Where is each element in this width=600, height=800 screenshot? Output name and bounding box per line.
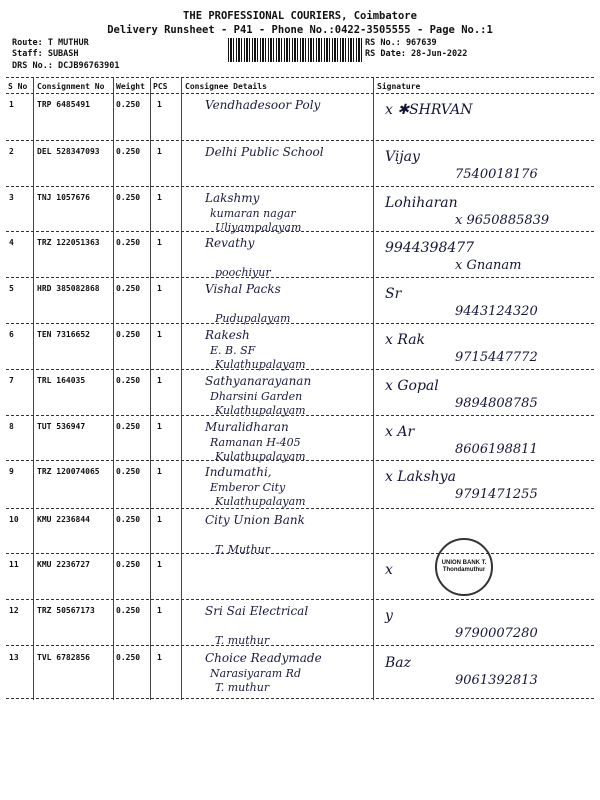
row-pcs: 1: [157, 515, 162, 524]
row-pcs: 1: [157, 560, 162, 569]
row-divider: [6, 415, 594, 416]
row-weight: 0.250: [116, 330, 141, 339]
row-consignment-no: TEN 7316652: [37, 330, 90, 339]
col-sno: S No: [8, 82, 28, 91]
row-consignment-no: TRZ 50567173: [37, 606, 95, 615]
row-pcs: 1: [157, 330, 162, 339]
row-weight: 0.250: [116, 376, 141, 385]
row-weight: 0.250: [116, 653, 141, 662]
row-consignee-line1: Lakshmy: [205, 191, 260, 205]
row-consignee-line3: T. muthur: [215, 681, 270, 694]
row-consignment-no: TNJ 1057676: [37, 193, 90, 202]
row-signature: x Rak: [385, 332, 426, 348]
row-signature-phone: x Gnanam: [455, 258, 522, 273]
row-consignee-line1: Choice Readymade: [205, 651, 322, 665]
row-signature-phone: 7540018176: [455, 167, 538, 182]
staff-label: Staff: SUBASH: [12, 49, 79, 59]
row-signature: x Lakshya: [385, 469, 456, 485]
row-sno: 2: [9, 147, 14, 156]
row-signature: x Ar: [385, 424, 415, 440]
row-signature: 9944398477: [385, 240, 475, 256]
row-signature: Baz: [385, 655, 412, 671]
row-consignment-no: TVL 6782856: [37, 653, 90, 662]
row-signature-phone: 9061392813: [455, 673, 538, 688]
row-consignee-line3: Kulathupalayam: [215, 450, 306, 463]
row-consignee-line1: Rakesh: [205, 328, 250, 342]
row-sno: 11: [9, 560, 19, 569]
row-divider: [6, 277, 594, 278]
row-consignment-no: TRL 164035: [37, 376, 86, 385]
row-sno: 7: [9, 376, 14, 385]
row-consignment-no: TUT 536947: [37, 422, 86, 431]
row-consignee-line3: Kulathupalayam: [215, 358, 306, 371]
row-signature: Vijay: [385, 149, 420, 165]
row-weight: 0.250: [116, 467, 141, 476]
row-consignee-line3: poochiyur: [215, 266, 271, 279]
row-consignee-line2: Ramanan H-405: [210, 436, 301, 449]
row-pcs: 1: [157, 467, 162, 476]
row-consignment-no: TRP 6485491: [37, 100, 90, 109]
row-consignee-line2: kumaran nagar: [210, 207, 296, 220]
row-divider: [6, 508, 594, 509]
col-signature: Signature: [377, 82, 421, 91]
row-sno: 4: [9, 238, 14, 247]
row-consignment-no: DEL 528347093: [37, 147, 100, 156]
row-signature-phone: 9715447772: [455, 350, 538, 365]
row-sno: 13: [9, 653, 19, 662]
row-pcs: 1: [157, 147, 162, 156]
row-consignment-no: KMU 2236844: [37, 515, 90, 524]
row-signature-phone: 9894808785: [455, 396, 538, 411]
row-signature-phone: 9791471255: [455, 487, 538, 502]
row-pcs: 1: [157, 422, 162, 431]
row-signature-phone: 9790007280: [455, 626, 538, 641]
row-consignee-line1: Vishal Packs: [205, 282, 281, 296]
row-pcs: 1: [157, 653, 162, 662]
row-sno: 8: [9, 422, 14, 431]
drs-number: DRS No.: DCJB96763901: [12, 61, 120, 71]
row-consignee-line3: Kulathupalayam: [215, 495, 306, 508]
row-divider: [6, 599, 594, 600]
row-sno: 5: [9, 284, 14, 293]
col-consignment: Consignment No: [37, 82, 105, 91]
bank-stamp: [435, 538, 493, 596]
row-signature: x: [385, 562, 393, 578]
row-sno: 9: [9, 467, 14, 476]
row-consignee-line1: Delhi Public School: [205, 145, 324, 159]
col-consignee: Consignee Details: [185, 82, 267, 91]
row-consignee-line3: T. Muthur: [215, 543, 270, 556]
row-consignee-line3: Kulathupalayam: [215, 404, 306, 417]
row-consignee-line1: Revathy: [205, 236, 255, 250]
row-weight: 0.250: [116, 193, 141, 202]
runsheet-title: Delivery Runsheet - P41 - Phone No.:0422-3505555 - Page No.:1: [107, 24, 493, 36]
company-title: THE PROFESSIONAL COURIERS, Coimbatore: [183, 10, 417, 22]
row-divider: [6, 698, 594, 699]
row-signature: x Gopal: [385, 378, 439, 394]
row-weight: 0.250: [116, 147, 141, 156]
row-signature: Sr: [385, 286, 402, 302]
stamp-text: UNION BANK T. Thondamuthur: [441, 560, 487, 573]
row-pcs: 1: [157, 284, 162, 293]
row-consignment-no: TRZ 122051363: [37, 238, 100, 247]
row-weight: 0.250: [116, 238, 141, 247]
row-consignment-no: HRD 385082868: [37, 284, 100, 293]
row-sno: 12: [9, 606, 19, 615]
row-consignee-line3: Uliyampalayam: [215, 221, 302, 234]
row-signature-phone: x 9650885839: [455, 213, 550, 228]
row-pcs: 1: [157, 238, 162, 247]
row-divider: [6, 645, 594, 646]
row-weight: 0.250: [116, 422, 141, 431]
barcode: [228, 38, 363, 62]
row-consignee-line2: Dharsini Garden: [210, 390, 303, 403]
row-consignment-no: TRZ 120074065: [37, 467, 100, 476]
column-divider: [33, 78, 34, 700]
row-weight: 0.250: [116, 606, 141, 615]
row-consignee-line1: Indumathi,: [205, 465, 272, 479]
row-consignee-line1: Sri Sai Electrical: [205, 604, 309, 618]
row-consignee-line2: Narasiyaram Rd: [210, 667, 302, 680]
row-consignee-line1: City Union Bank: [205, 513, 305, 527]
row-signature: y: [385, 608, 393, 624]
row-consignee-line3: T. muthur: [215, 634, 270, 647]
row-weight: 0.250: [116, 284, 141, 293]
row-weight: 0.250: [116, 560, 141, 569]
column-divider: [150, 78, 151, 700]
column-divider: [113, 78, 114, 700]
col-pcs: PCS: [153, 82, 168, 91]
row-consignee-line1: Muralidharan: [205, 420, 289, 434]
row-divider: [6, 369, 594, 370]
row-pcs: 1: [157, 100, 162, 109]
route-label: Route: T MUTHUR: [12, 38, 89, 48]
row-signature: Lohiharan: [385, 195, 458, 211]
row-signature-phone: 8606198811: [455, 442, 538, 457]
col-weight: Weight: [116, 82, 145, 91]
row-consignment-no: KMU 2236727: [37, 560, 90, 569]
rs-date: RS Date: 28-Jun-2022: [365, 49, 468, 59]
column-divider: [181, 78, 182, 700]
row-pcs: 1: [157, 606, 162, 615]
row-divider: [6, 460, 594, 461]
row-pcs: 1: [157, 193, 162, 202]
row-consignee-line2: Emberor City: [210, 481, 286, 494]
row-consignee-line1: Sathyanarayanan: [205, 374, 312, 388]
row-signature-phone: 9443124320: [455, 304, 538, 319]
row-divider: [6, 231, 594, 232]
row-signature: x ✱SHRVAN: [385, 102, 473, 118]
row-sno: 1: [9, 100, 14, 109]
row-weight: 0.250: [116, 515, 141, 524]
header-top-rule: [6, 77, 594, 78]
row-divider: [6, 186, 594, 187]
column-divider: [373, 78, 374, 700]
row-divider: [6, 323, 594, 324]
row-sno: 3: [9, 193, 14, 202]
row-weight: 0.250: [116, 100, 141, 109]
row-sno: 10: [9, 515, 19, 524]
row-divider: [6, 140, 594, 141]
rs-number: RS No.: 967639: [365, 38, 437, 48]
row-sno: 6: [9, 330, 14, 339]
row-consignee-line1: Vendhadesoor Poly: [205, 98, 321, 112]
row-divider: [6, 553, 594, 554]
row-consignee-line3: Pudupalayam: [215, 312, 291, 325]
row-consignee-line2: E. B. SF: [210, 344, 256, 357]
row-pcs: 1: [157, 376, 162, 385]
header-bottom-rule: [6, 93, 594, 94]
